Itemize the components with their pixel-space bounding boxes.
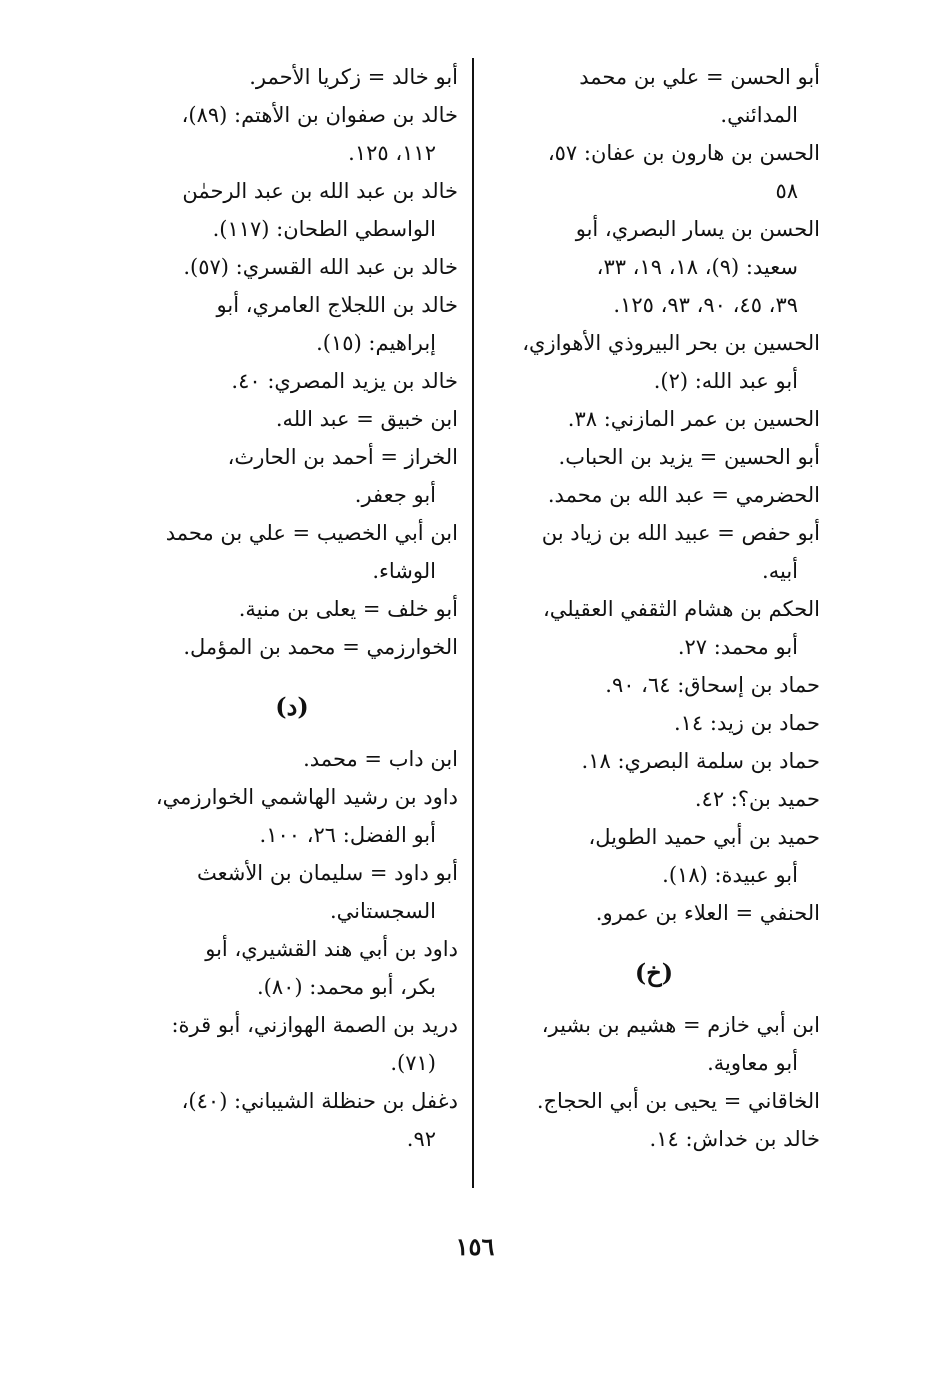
- index-entry: الحنفي = العلاء بن عمرو.: [595, 901, 820, 925]
- index-entry: الحسن بن هارون بن عفان: ٥٧،: [547, 141, 820, 165]
- index-entry-continuation: أبو محمد: ٢٧.: [677, 635, 798, 659]
- index-entry-continuation: ٥٨: [775, 179, 798, 203]
- index-entry: خالد بن اللجلاج العامري، أبو: [216, 293, 458, 317]
- index-entry-continuation: أبو معاوية.: [707, 1051, 798, 1075]
- index-entry: أبو داود = سليمان بن الأشعث: [196, 861, 458, 885]
- index-entry: حميد بن؟: ٤٢.: [694, 787, 820, 811]
- index-column-left: [126, 58, 458, 1158]
- index-entry: حميد بن أبي حميد الطويل،: [588, 825, 820, 849]
- index-entry-continuation: المدائني.: [720, 103, 798, 127]
- index-entry-continuation: الوشاء.: [372, 559, 436, 583]
- index-entry-continuation: أبيه.: [762, 559, 798, 583]
- index-entry: ابن أبي الخصيب = علي بن محمد: [165, 521, 458, 545]
- index-entry: حماد بن إسحاق: ٦٤، ٩٠.: [605, 673, 820, 697]
- index-entry-continuation: أبو جعفر.: [354, 483, 436, 507]
- index-entry-continuation: إبراهيم: (١٥).: [316, 331, 436, 355]
- index-entry-continuation: (٧١).: [390, 1051, 436, 1075]
- index-entry: ابن خبيق = عبد الله.: [275, 407, 458, 431]
- index-entry: الخاقاني = يحيى بن أبي الحجاج.: [536, 1089, 820, 1113]
- index-entry-continuation: بكر، أبو محمد: (٨٠).: [256, 975, 436, 999]
- index-entry: ابن داب = محمد.: [303, 747, 458, 771]
- index-entry: الخراز = أحمد بن الحارث،: [227, 445, 458, 469]
- index-entry: الحكم بن هشام الثقفي العقيلي،: [543, 597, 820, 621]
- index-column-right: [488, 58, 820, 1158]
- index-entry: خالد بن عبد الله القسري: (٥٧).: [183, 255, 458, 279]
- index-entry: دريد بن الصمة الهوازني، أبو قرة:: [171, 1013, 458, 1037]
- index-entry: الحضرمي = عبد الله بن محمد.: [547, 483, 820, 507]
- index-entry: خالد بن عبد الله بن عبد الرحمٰن: [182, 179, 458, 203]
- index-entry: دغفل بن حنظلة الشيباني: (٤٠)،: [181, 1089, 458, 1113]
- index-entry: داود بن أبي هند القشيري، أبو: [205, 937, 458, 961]
- index-entry-continuation: أبو عبد الله: (٢).: [653, 369, 798, 393]
- index-entry-continuation: الواسطي الطحان: (١١٧).: [212, 217, 436, 241]
- index-entry: أبو حفص = عبيد الله بن زياد بن: [541, 521, 820, 545]
- index-entry: خالد بن صفوان بن الأهتم: (٨٩)،: [181, 103, 458, 127]
- index-entry-continuation: ٣٩، ٤٥، ٩٠، ٩٣، ١٢٥.: [613, 293, 798, 317]
- index-entry-continuation: سعيد: (٩)، ١٨، ١٩، ٣٣،: [596, 255, 798, 279]
- index-entry-continuation: السجستاني.: [329, 899, 436, 923]
- index-entry: الحسن بن يسار البصري، أبو: [575, 217, 820, 241]
- column-divider: [472, 58, 474, 1188]
- index-entry: الحسين بن بحر البيروذي الأهوازي،: [522, 331, 820, 355]
- index-entry: أبو خلف = يعلى بن منية.: [238, 597, 458, 621]
- index-entry: خالد بن خداش: ١٤.: [649, 1127, 820, 1151]
- index-entry: الحسين بن عمر المازني: ٣٨.: [567, 407, 820, 431]
- index-entry-continuation: ٩٢.: [406, 1127, 436, 1151]
- index-entry: حماد بن سلمة البصري: ١٨.: [581, 749, 820, 773]
- section-letter-heading: (د): [275, 692, 309, 721]
- index-entry: حماد بن زيد: ١٤.: [673, 711, 820, 735]
- index-entry: أبو الحسن = علي بن محمد: [579, 65, 820, 89]
- index-entry: الخوارزمي = محمد بن المؤمل.: [183, 635, 458, 659]
- index-entry: أبو خالد = زكريا الأحمر.: [249, 65, 458, 89]
- index-entry: خالد بن يزيد المصري: ٤٠.: [231, 369, 458, 393]
- page-number: ١٥٦: [455, 1232, 495, 1261]
- index-entry: داود بن رشيد الهاشمي الخوارزمي،: [155, 785, 458, 809]
- index-entry: ابن أبي خازم = هشيم بن بشير،: [541, 1013, 820, 1037]
- index-entry-continuation: أبو الفضل: ٢٦، ١٠٠.: [259, 823, 436, 847]
- index-entry: أبو الحسين = يزيد بن الحباب.: [558, 445, 820, 469]
- index-entry-continuation: ١١٢، ١٢٥.: [348, 141, 436, 165]
- section-letter-heading: (خ): [634, 958, 674, 987]
- index-entry-continuation: أبو عبيدة: (١٨).: [662, 863, 798, 887]
